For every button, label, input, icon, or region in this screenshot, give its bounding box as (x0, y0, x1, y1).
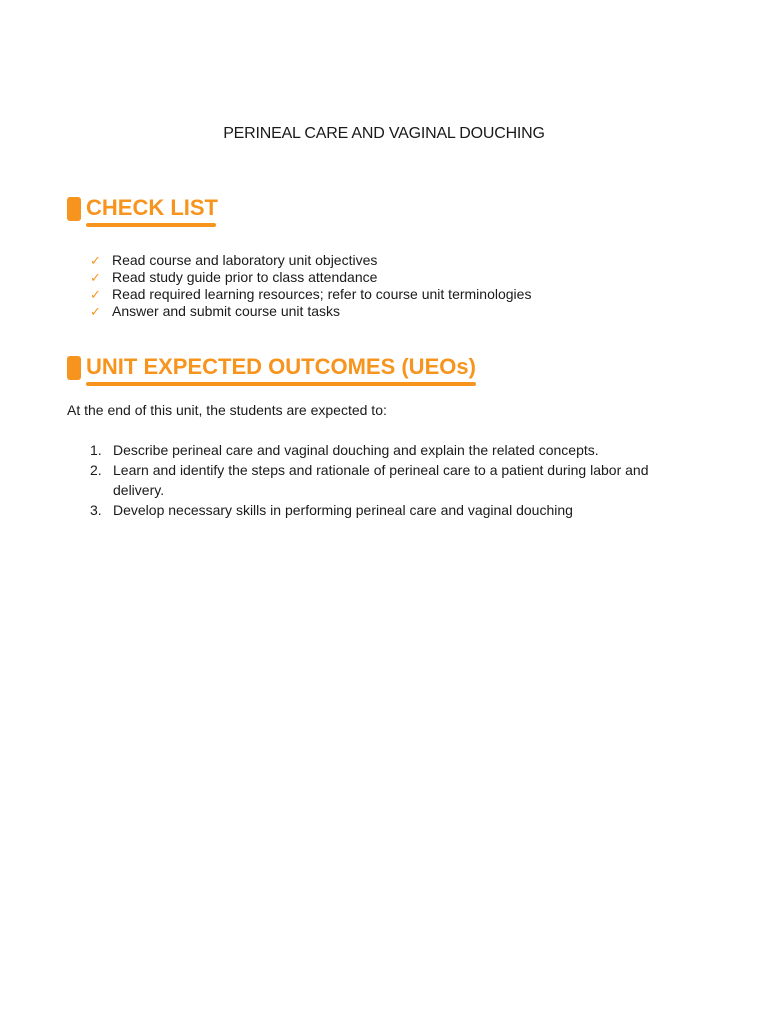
checklist-heading-underline (86, 223, 216, 227)
checkmark-icon: ✓ (90, 287, 101, 302)
checklist-heading (67, 195, 267, 229)
outcome-number: 3. (90, 502, 102, 518)
outcomes-list (90, 440, 680, 520)
outcome-text: Learn and identify the steps and rationale of perineal care to a patient during labor and delivery. (113, 462, 649, 498)
checklist-item (90, 303, 531, 320)
checkmark-icon: ✓ (90, 253, 101, 268)
checklist-item (90, 252, 531, 269)
outcome-item (90, 440, 680, 460)
checklist-item-text: Read required learning resources; refer to course unit terminologies (112, 286, 532, 302)
checklist (90, 252, 531, 320)
outcomes-heading-text: UNIT EXPECTED OUTCOMES (UEOs) (86, 354, 476, 379)
checklist-item (90, 269, 531, 286)
outcome-number: 1. (90, 442, 102, 458)
outcomes-heading (67, 354, 487, 388)
outcome-item (90, 460, 680, 500)
section-marker-icon (67, 197, 81, 221)
outcome-item (90, 500, 680, 520)
checklist-item-text: Answer and submit course unit tasks (112, 303, 340, 319)
outcomes-heading-underline (86, 382, 476, 386)
checklist-item (90, 286, 531, 303)
outcome-text: Describe perineal care and vaginal douching and explain the related concepts. (113, 442, 599, 458)
outcome-number: 2. (90, 462, 102, 478)
checklist-item-text: Read course and laboratory unit objectives (112, 252, 378, 268)
document-title: PERINEAL CARE AND VAGINAL DOUCHING (223, 125, 545, 142)
outcomes-intro: At the end of this unit, the students are expected to: (67, 402, 387, 418)
checklist-heading-text: CHECK LIST (86, 195, 218, 220)
outcome-text: Develop necessary skills in performing perineal care and vaginal douching (113, 502, 573, 518)
checkmark-icon: ✓ (90, 304, 101, 319)
section-marker-icon (67, 356, 81, 380)
checkmark-icon: ✓ (90, 270, 101, 285)
checklist-item-text: Read study guide prior to class attendance (112, 269, 378, 285)
